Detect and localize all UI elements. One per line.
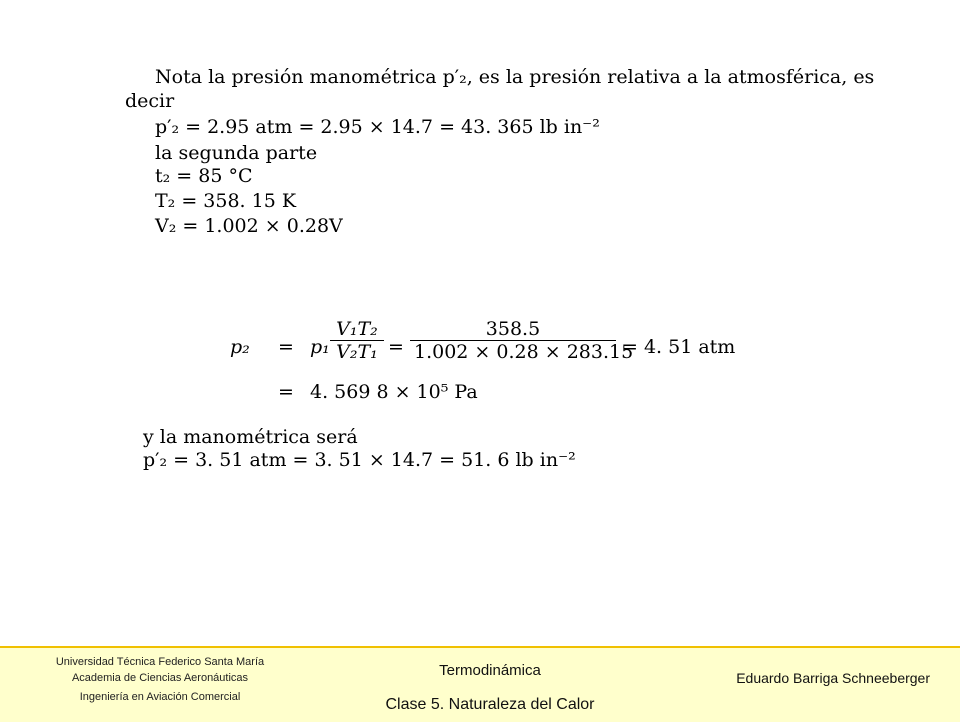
equation-V2: V₂ = 1.002 × 0.28V bbox=[155, 215, 343, 237]
equation-p2-prime: p′₂ = 2.95 atm = 2.95 × 14.7 = 43. 365 lb in⁻² bbox=[155, 116, 600, 138]
equals-sign-2: = bbox=[388, 336, 404, 358]
intro-text-line1: Nota la presión manométrica p′₂, es la presión relativa a la atmosférica, es bbox=[155, 66, 875, 88]
fraction-volume-temperature bbox=[330, 318, 384, 363]
footer-class: Clase 5. Naturaleza del Calor bbox=[385, 696, 595, 713]
footer-author: Eduardo Barriga Schneeberger bbox=[736, 670, 930, 686]
equation-p1: p₁ bbox=[310, 336, 330, 358]
fraction1-numerator: V₁T₂ bbox=[336, 318, 378, 340]
equation-final: p′₂ = 3. 51 atm = 3. 51 × 14.7 = 51. 6 lb in⁻² bbox=[143, 449, 576, 471]
footer-ingenieria: Ingeniería en Aviación Comercial bbox=[79, 691, 241, 703]
equals-sign-1: = bbox=[278, 336, 294, 358]
result-pa: 4. 569 8 × 10⁵ Pa bbox=[310, 381, 478, 403]
intro-text-line2: decir bbox=[125, 90, 175, 112]
fraction2-denominator: 1.002 × 0.28 × 283.15 bbox=[414, 341, 634, 363]
equals-sign-3: = bbox=[278, 381, 294, 403]
footer-course: Termodinámica bbox=[439, 662, 541, 679]
fraction1-denominator: V₂T₁ bbox=[336, 341, 378, 363]
equation-p2-lhs: p₂ bbox=[230, 336, 250, 358]
equation-t2: t₂ = 85 °C bbox=[155, 165, 253, 187]
footer-academia: Academia de Ciencias Aeronáuticas bbox=[71, 672, 249, 684]
equation-T2: T₂ = 358. 15 K bbox=[155, 190, 297, 212]
footer-bar bbox=[0, 646, 960, 722]
result-atm: = 4. 51 atm bbox=[622, 336, 736, 358]
segunda-parte-text: la segunda parte bbox=[155, 142, 318, 164]
fraction2-numerator: 358.5 bbox=[485, 318, 541, 340]
fraction-numeric bbox=[410, 318, 634, 363]
footer-university: Universidad Técnica Federico Santa María bbox=[55, 656, 265, 668]
manometrica-text: y la manométrica será bbox=[143, 426, 358, 448]
